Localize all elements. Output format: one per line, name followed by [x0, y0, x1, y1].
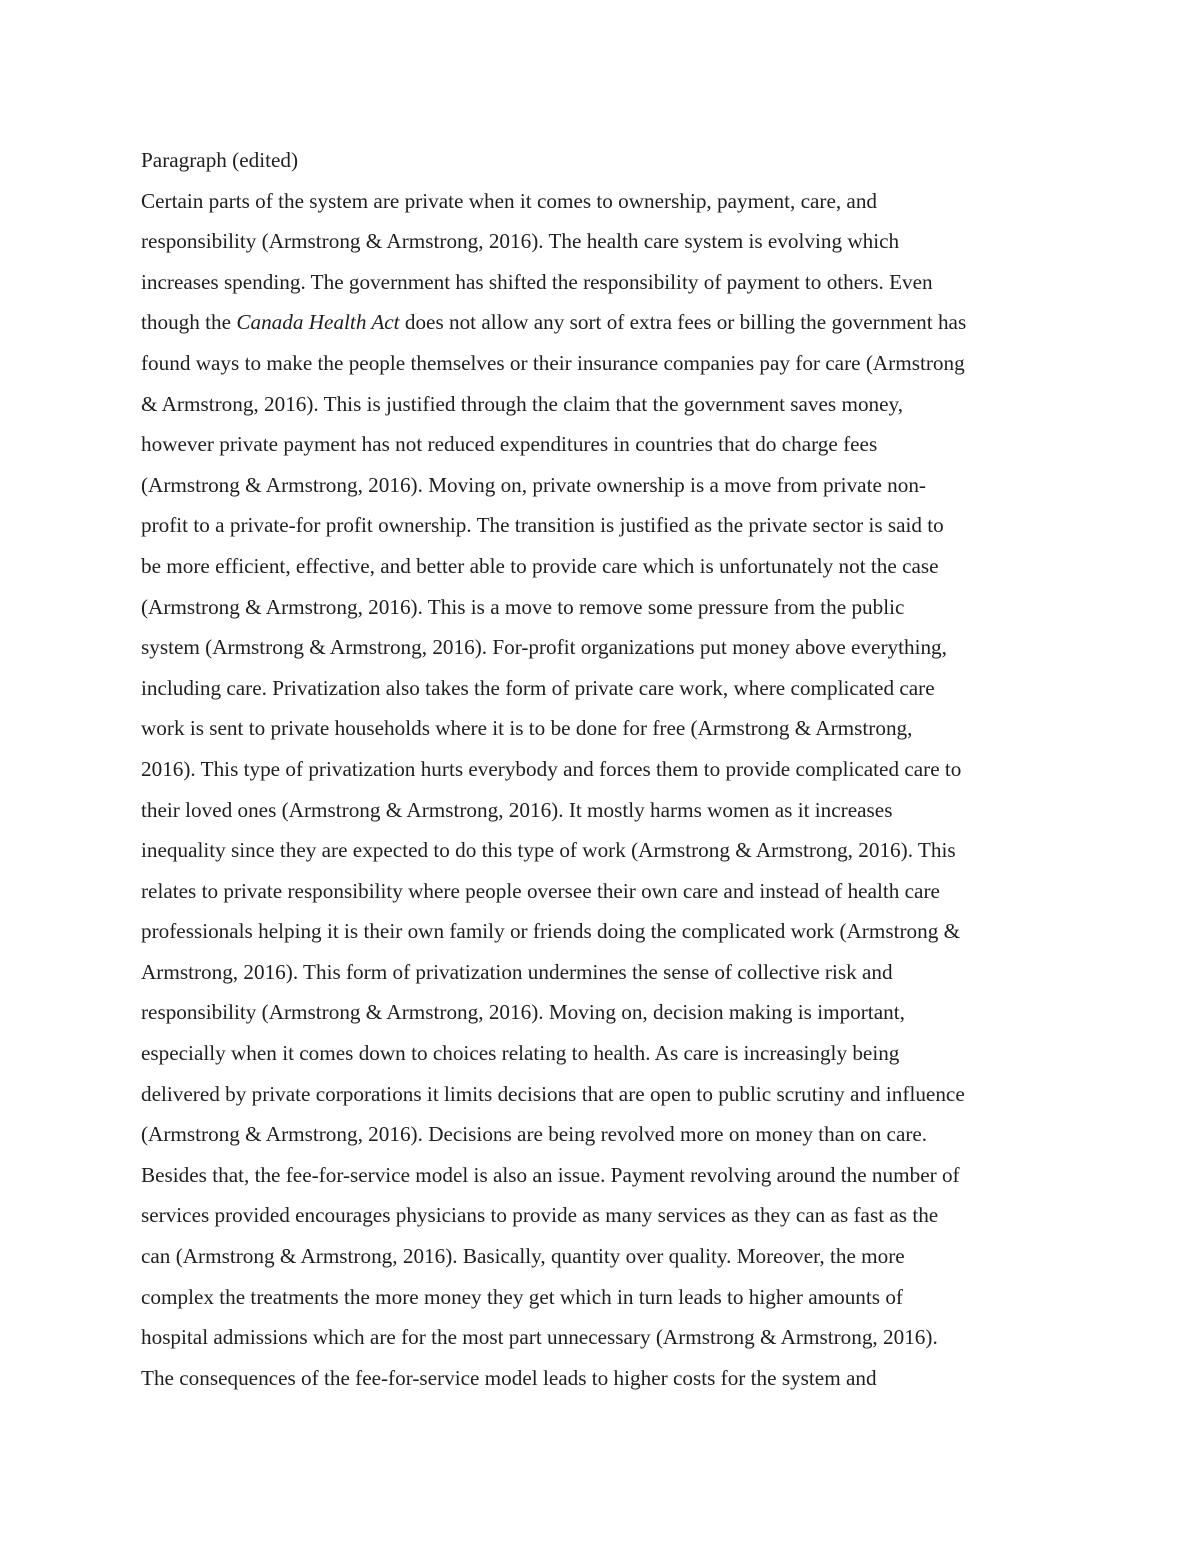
text-line: work is sent to private households where it is to be done for free (Armstrong & Armstrong, — [141, 716, 913, 741]
text-line: Besides that, the fee-for-service model is also an issue. Payment revolving around the number of — [141, 1162, 960, 1187]
paragraph-text — [141, 181, 1071, 1399]
text-line: Certain parts of the system are private when it comes to ownership, payment, care, and — [141, 188, 878, 213]
text-line: (Armstrong & Armstrong, 2016). Moving on, private ownership is a move from private non- — [141, 472, 926, 497]
text-line: inequality since they are expected to do this type of work (Armstrong & Armstrong, 2016). This — [141, 838, 956, 863]
text-line: The consequences of the fee-for-service model leads to higher costs for the system and — [141, 1365, 877, 1390]
text-line — [141, 302, 1071, 343]
text-line: professionals helping it is their own family or friends doing the complicated work (Armstrong & — [141, 919, 961, 944]
text-line: 2016). This type of privatization hurts everybody and forces them to provide complicated care to — [141, 756, 962, 781]
text-line: & Armstrong, 2016). This is justified through the claim that the government saves money, — [141, 391, 904, 416]
text-line: can (Armstrong & Armstrong, 2016). Basically, quantity over quality. Moreover, the more — [141, 1244, 905, 1269]
text-line: increases spending. The government has shifted the responsibility of payment to others. Even — [141, 269, 933, 294]
paragraph-heading: Paragraph (edited) — [141, 148, 299, 172]
text-line: complex the treatments the more money they get which in turn leads to higher amounts of — [141, 1284, 903, 1309]
text-line: services provided encourages physicians to provide as many services as they can as fast as the — [141, 1203, 939, 1228]
text-line: especially when it comes down to choices relating to health. As care is increasingly being — [141, 1041, 900, 1066]
text-line: profit to a private-for profit ownership. The transition is justified as the private sector is said to — [141, 513, 944, 538]
italic-act-title: Canada Health Act — [236, 310, 400, 335]
text-line: Armstrong, 2016). This form of privatization undermines the sense of collective risk and — [141, 959, 893, 984]
text-span: does not allow any sort of extra fees or billing the government has — [399, 310, 967, 335]
text-line: found ways to make the people themselves or their insurance companies pay for care (Armstrong — [141, 350, 965, 375]
text-line: delivered by private corporations it limits decisions that are open to public scrutiny and influence — [141, 1081, 965, 1106]
text-span: though the — [141, 310, 237, 335]
text-line: system (Armstrong & Armstrong, 2016). For-profit organizations put money above everything, — [141, 635, 947, 660]
text-line: hospital admissions which are for the most part unnecessary (Armstrong & Armstrong, 2016). — [141, 1325, 938, 1350]
text-line: however private payment has not reduced expenditures in countries that do charge fees — [141, 432, 878, 457]
text-line: responsibility (Armstrong & Armstrong, 2016). Moving on, decision making is important, — [141, 1000, 905, 1025]
document-body — [141, 140, 1071, 1398]
text-line: relates to private responsibility where people oversee their own care and instead of health care — [141, 878, 940, 903]
text-line: including care. Privatization also takes the form of private care work, where complicated care — [141, 675, 935, 700]
text-line: responsibility (Armstrong & Armstrong, 2016). The health care system is evolving which — [141, 229, 900, 254]
text-line: their loved ones (Armstrong & Armstrong, 2016). It mostly harms women as it increases — [141, 797, 893, 822]
text-line: (Armstrong & Armstrong, 2016). This is a move to remove some pressure from the public — [141, 594, 905, 619]
text-line: (Armstrong & Armstrong, 2016). Decisions are being revolved more on money than on care. — [141, 1122, 928, 1147]
text-line: be more efficient, effective, and better able to provide care which is unfortunately not the case — [141, 553, 939, 578]
